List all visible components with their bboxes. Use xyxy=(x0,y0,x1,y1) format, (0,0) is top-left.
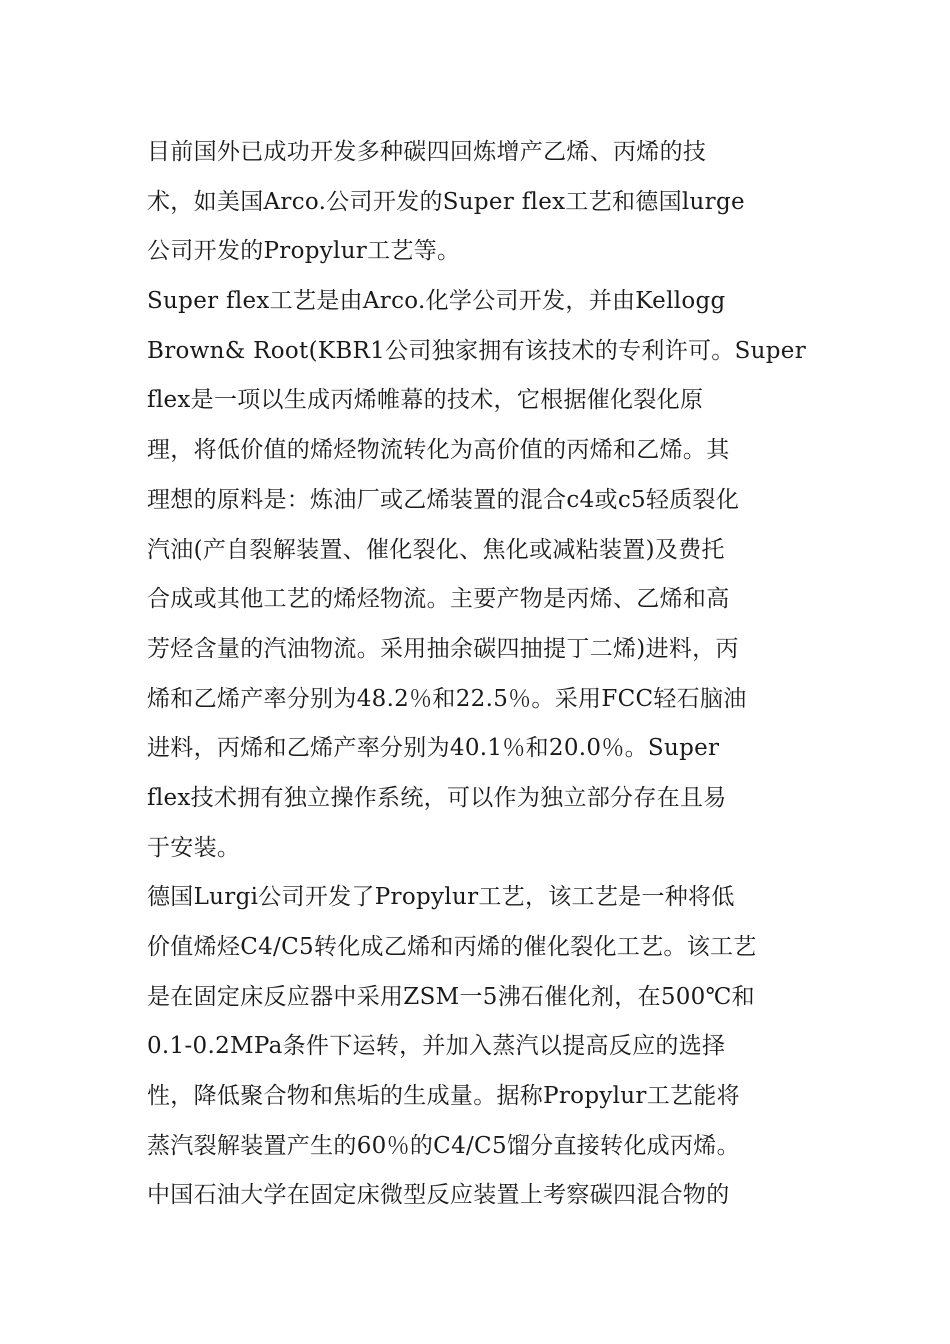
text-line: Super flex工艺是由Arco.化学公司开发，并由Kellogg xyxy=(147,288,726,315)
text-line: 理，将低价值的烯烃物流转化为高价值的丙烯和乙烯。其 xyxy=(147,437,730,464)
text-line: 汽油(产自裂解装置、催化裂化、焦化或减粘装置)及费托 xyxy=(147,536,725,563)
text-line: 德国Lurgi公司开发了Propylur工艺，该工艺是一种将低 xyxy=(147,884,735,911)
text-line: 烯和乙烯产率分别为48.2％和22.5％。采用FCC轻石脑油 xyxy=(147,685,747,712)
text-line: 性，降低聚合物和焦垢的生成量。据称Propylur工艺能将 xyxy=(147,1083,740,1110)
text-line: flex是一项以生成丙烯帷幕的技术，它根据催化裂化原 xyxy=(147,387,704,414)
text-line: 公司开发的Propylur工艺等。 xyxy=(147,238,461,265)
text-line: Brown& Root(KBR1公司独家拥有该技术的专利许可。Super xyxy=(147,337,806,364)
text-line: 是在固定床反应器中采用ZSM一5沸石催化剂，在500℃和 xyxy=(147,983,755,1010)
text-line: 蒸汽裂解装置产生的60％的C4/C5馏分直接转化成丙烯。 xyxy=(147,1132,740,1159)
text-line: 价值烯烃C4/C5转化成乙烯和丙烯的催化裂化工艺。该工艺 xyxy=(147,934,757,960)
text-line: 中国石油大学在固定床微型反应装置上考察碳四混合物的 xyxy=(147,1182,730,1209)
text-line: 目前国外已成功开发多种碳四回炼增产乙烯、丙烯的技 xyxy=(147,139,707,165)
text-line: 合成或其他工艺的烯烃物流。主要产物是丙烯、乙烯和高 xyxy=(147,586,730,613)
text-line: 理想的原料是：炼油厂或乙烯装置的混合c4或c5轻质裂化 xyxy=(147,486,740,513)
document-body xyxy=(147,128,827,1221)
text-line: 0.1-0.2MPa条件下运转，并加入蒸汽以提高反应的选择 xyxy=(147,1033,726,1060)
text-line: 进料，丙烯和乙烯产率分别为40.1％和20.0％。Super xyxy=(147,735,720,762)
text-line: flex技术拥有独立操作系统，可以作为独立部分存在且易 xyxy=(147,784,727,811)
text-line: 芳烃含量的汽油物流。采用抽余碳四抽提丁二烯)进料，丙 xyxy=(147,635,739,662)
text-line: 于安装。 xyxy=(147,834,241,861)
text-line: 术，如美国Arco.公司开发的Super flex工艺和德国lurge xyxy=(147,188,745,215)
